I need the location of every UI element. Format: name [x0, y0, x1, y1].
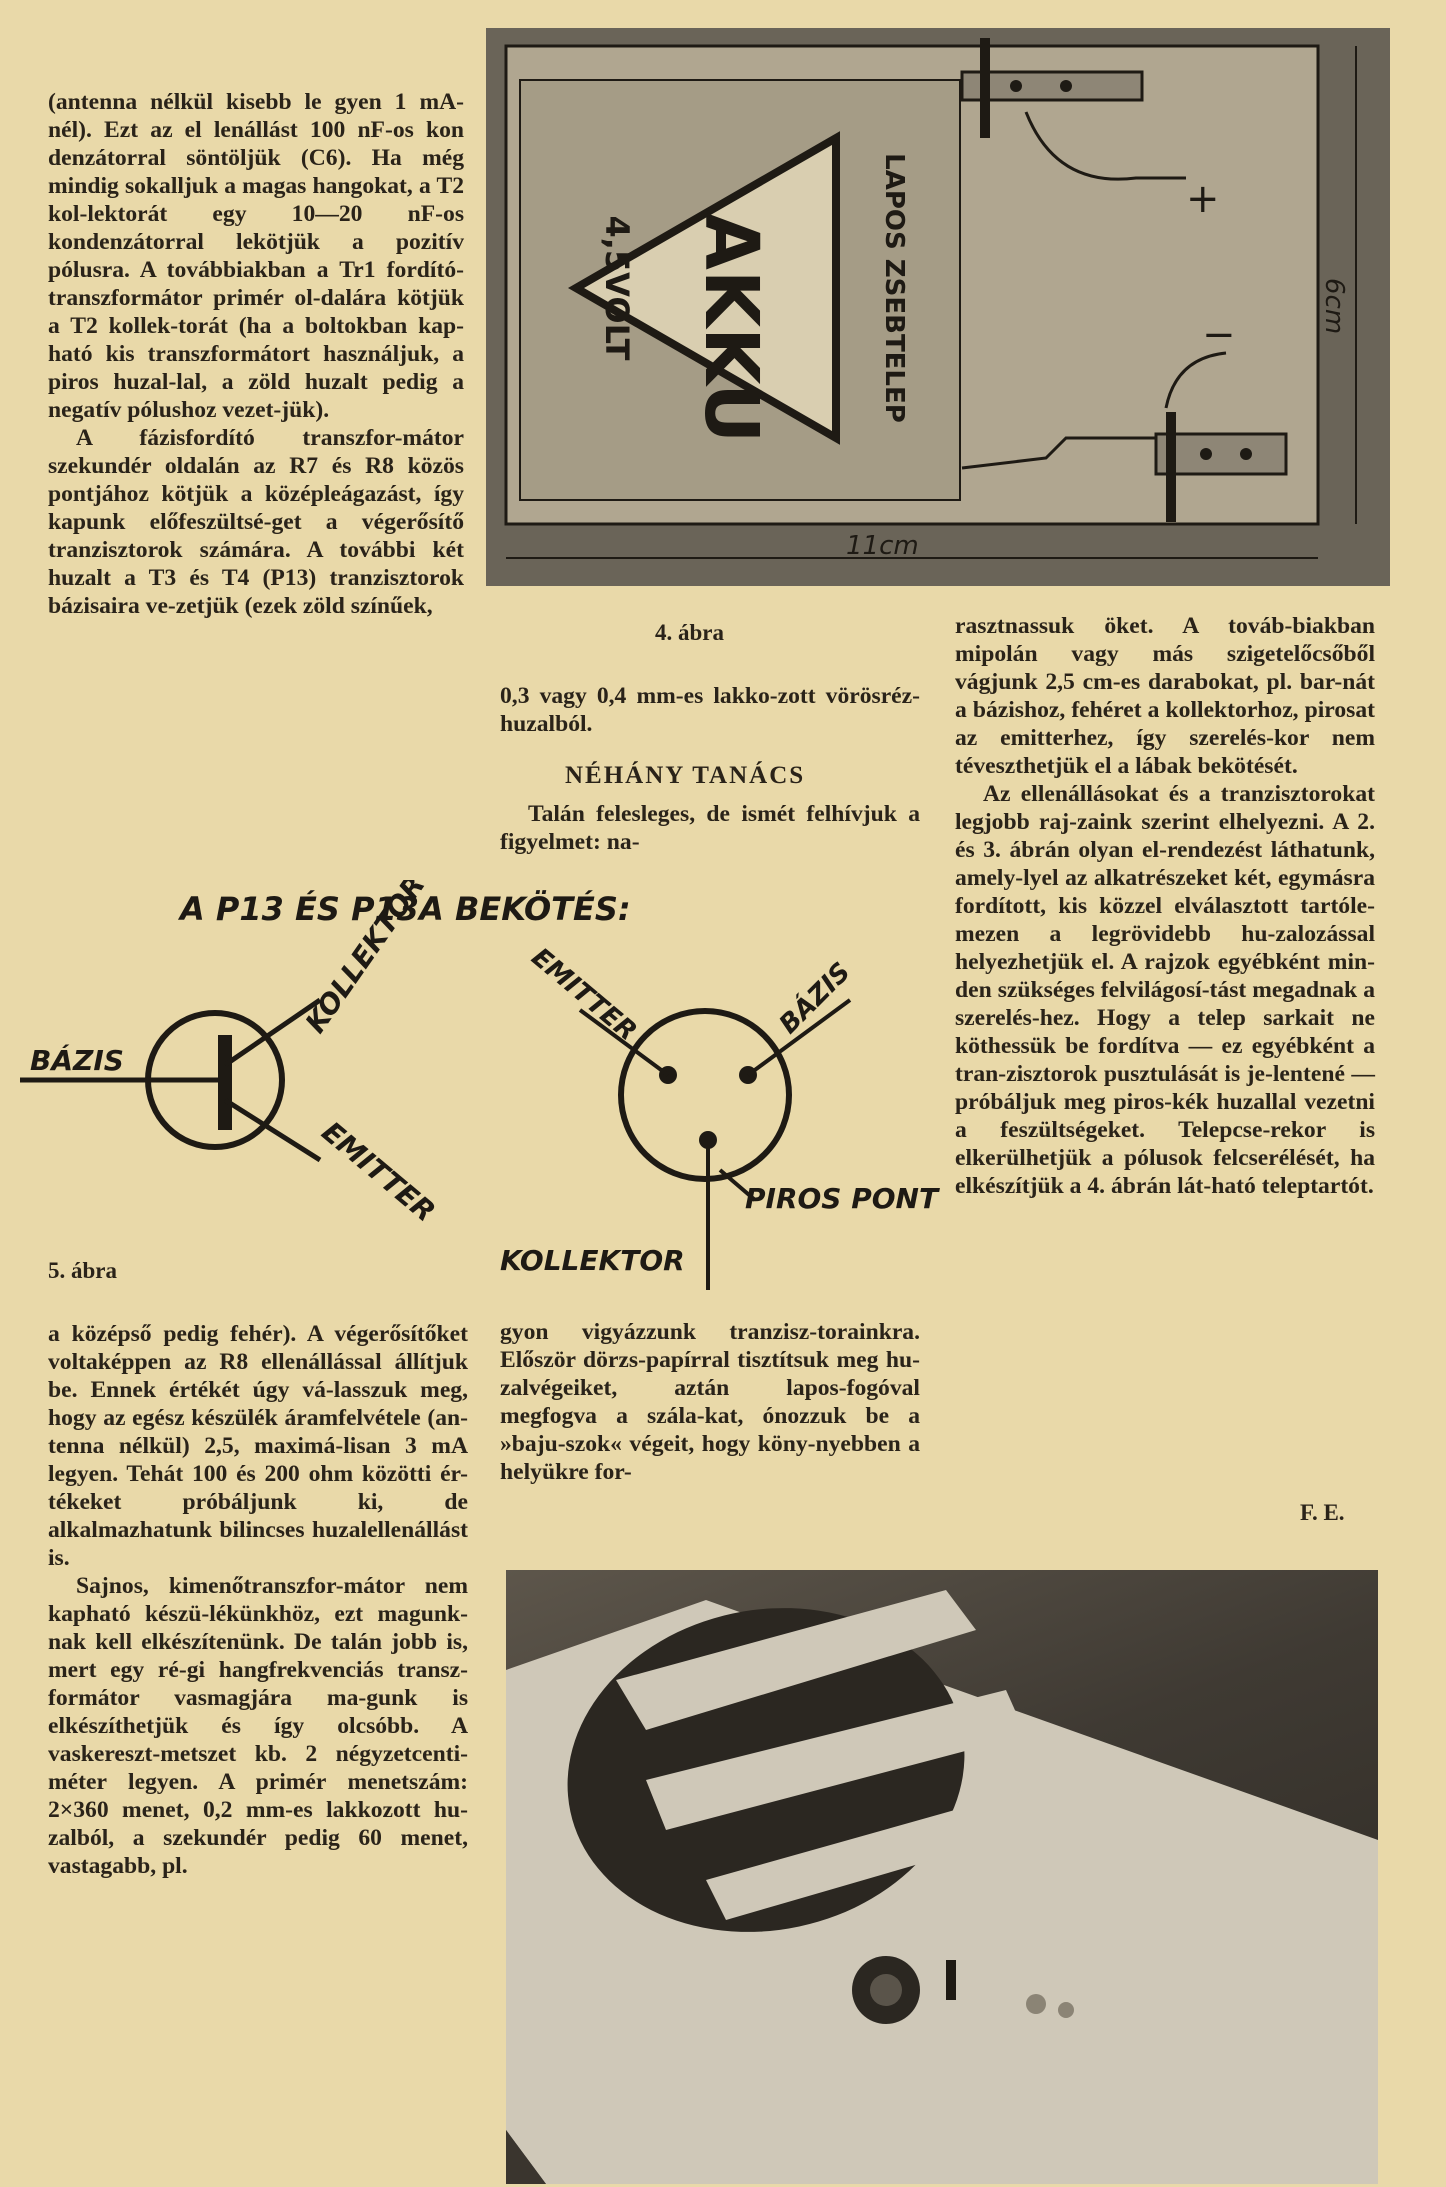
left-column-bottom [48, 1320, 468, 1880]
figure-5-caption: 5. ábra [48, 1258, 117, 1283]
right-column-top [955, 612, 1375, 1200]
middle-intro [500, 800, 920, 856]
paragraph: Az ellenállásokat és a tranzisztorokat legjobb raj-zaink szerint elhelyezni. A 2. és 3. ábrán olyan el-rendezést láthatunk, amely-lyel az alkatrészeket két, egymásra fordított, kis közzel elválasztott tartóle-mezen a legrövidebb hu-zalozással helyezhetjük el. A rajzok egyébként min-den szükséges felvilágosí-tást megadnak a szerelés-hez. Hogy a telep sarkait ne köthessük be fordítva — ez egyébként a tran-zisztorok pusztulását is je-lentené — próbáljuk meg piros-kék huzallal vezetni a feszültségeket. Telepcse-rekor is elkerülhetjük a pólusok felcserélését, ha elkészítjük a 4. ábrán lát-ható teleptartót. [955, 781, 1375, 1199]
collector-label: KOLLEKTOR [298, 880, 432, 1040]
base-label-2: BÁZIS [773, 957, 857, 1040]
middle-column-top [500, 682, 920, 738]
device-photo [506, 1570, 1378, 2184]
paragraph: a középső pedig fehér). A végerősítőket voltaképpen az R8 ellenállással állítjuk be. Ennek értékét úgy vá-lasszuk meg, hogy az egész készülék áramfelvétele (an-tenna nélkül) 2,5, maximá-lisan 3 mA legyen. Tehát 100 és 200 ohm közötti ér-tékeket próbáljunk ki, de alkalmazhatunk bilincses huzalellenállást is. [48, 1321, 468, 1571]
minus-sign: − [1202, 312, 1236, 358]
collector-label-2: KOLLEKTOR [500, 1244, 685, 1277]
middle-column-bottom [500, 1318, 920, 1486]
pinout-title: A P13 ÉS P13A BEKÖTÉS: [180, 890, 631, 928]
section-title: NÉHÁNY TANÁCS [565, 762, 806, 789]
battery-type-label: LAPOS ZSEBTELEP [879, 153, 909, 423]
transistor-pinout-drawing [20, 880, 940, 1300]
base-label: BÁZIS [30, 1044, 124, 1077]
paragraph: Sajnos, kimenőtranszfor-mátor nem kapható készü-lékünkhöz, ezt magunk-nak kell elkészítenünk. De talán jobb is, mert egy ré-gi hangfrekvenciás transz-formátor vasmagjára ma-gunk is elkészíthetjük és így olcsóbb. A vaskereszt-metszet kb. 2 négyzetcenti-méter legyen. A primér menetszám: 2×360 menet, 0,2 mm-es lakkozott hu-zalból, a szekundér pedig 60 menet, vastagabb, pl. [48, 1573, 468, 1879]
plus-sign: + [1186, 176, 1220, 222]
height-dimension: 6cm [1319, 278, 1349, 335]
emitter-label: EMITTER [315, 1115, 442, 1229]
width-dimension: 11cm [846, 531, 919, 561]
left-column-top [48, 88, 464, 620]
paragraph: A fázisfordító transzfor-mátor szekundér oldalán az R7 és R8 közös pontjához kötjük a középleágazást, így kapunk előfeszültsé-get a végerősítő tranzisztorok számára. A további két huzalt a T3 és T4 (P13) tranzisztorok bázisaira ve-zetjük (ezek zöld színűek, [48, 425, 464, 619]
paragraph: 0,3 vagy 0,4 mm-es lakko-zott vörösréz-huzalból. [500, 683, 920, 737]
red-dot-label: PIROS PONT [745, 1182, 939, 1215]
paragraph: gyon vigyázzunk tranzisz-torainkra. Először dörzs-papírral tisztítsuk meg hu-zalvégeiket, aztán lapos-fogóval megfogva a szála-kat, ónozzuk be a »baju-szok« végeit, hogy köny-nyebben a helyükre for- [500, 1319, 920, 1485]
figure-5-pinout [20, 880, 940, 1300]
radio-photo-illustration [506, 1570, 1378, 2184]
voltage-label: 4,5VOLT [598, 215, 636, 361]
figure-4-caption: 4. ábra [655, 620, 724, 645]
paragraph: Talán felesleges, de ismét felhívjuk a figyelmet: na- [500, 801, 920, 855]
emitter-label-2: EMITTER [525, 942, 643, 1048]
figure-4-battery-holder [486, 28, 1390, 586]
paragraph: (antenna nélkül kisebb le gyen 1 mA-nél). Ezt az el lenállást 100 nF-os kon denzátorral söntöljük (C6). Ha még mindig sokalljuk a magas hangokat, a T2 kol-lektorát egy 10—20 nF-os kondenzátorral lekötjük a pozitív pólusra. A továbbiakban a Tr1 fordító-transzformátor primér ol-dalára kötjük a T2 kollek-torát (ha a boltokban kap-ható kis transzformátort használjuk, a piros huzal-lal, a zöld huzalt pedig a negatív pólushoz vezet-jük). [48, 89, 464, 423]
akku-label: AKKU [688, 212, 774, 444]
battery-holder-drawing [486, 28, 1390, 586]
paragraph: rasztnassuk öket. A továb-biakban mipolán vagy más szigetelőcsőből vágjunk 2,5 cm-es darabokat, pl. bar-nát a bázishoz, fehéret a kollektorhoz, pirosat az emitterhez, így szerelés-kor nem téveszthetjük el a lábak bekötését. [955, 613, 1375, 779]
signature: F. E. [1300, 1500, 1345, 1525]
